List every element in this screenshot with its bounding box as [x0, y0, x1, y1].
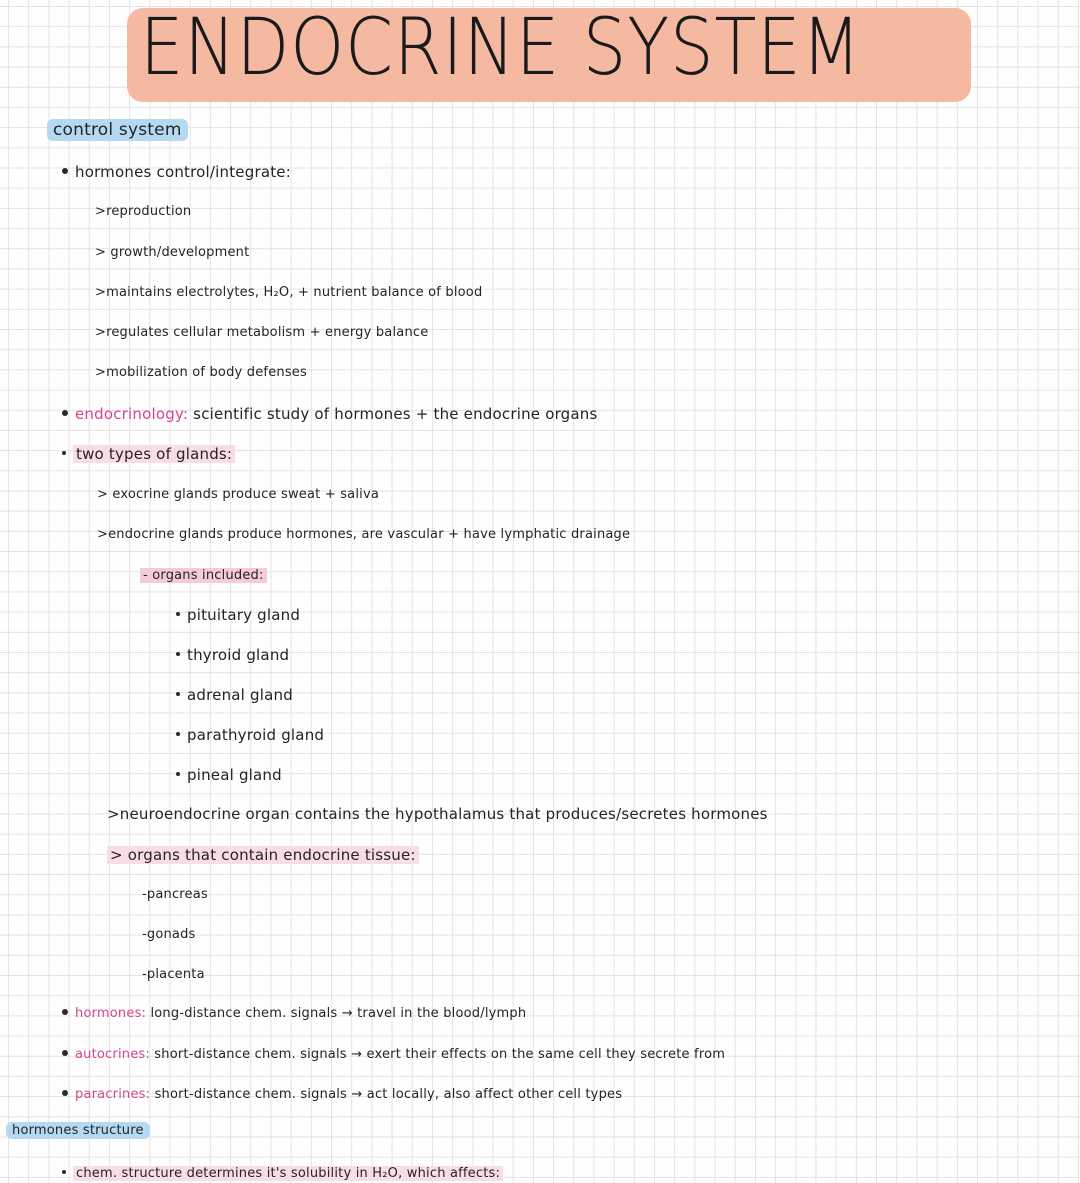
- bullet-dot: [62, 1050, 68, 1056]
- bullet-autocrines: autocrines: short-distance chem. signals → exert their effects on the same cell they secrete from: [62, 1045, 725, 1065]
- list-item: >regulates cellular metabolism + energy balance: [95, 325, 429, 340]
- bullet-dot: [62, 1090, 68, 1096]
- list-item-neuroendocrine: >neuroendocrine organ contains the hypothalamus that produces/secretes hormones: [107, 805, 768, 823]
- tissue-organ-item: -gonads: [142, 927, 196, 942]
- list-item: >maintains electrolytes, H₂O, + nutrient balance of blood: [95, 285, 483, 300]
- bullet-dot: [176, 692, 180, 696]
- bullet-hormones-control: hormones control/integrate:: [62, 162, 291, 182]
- section-heading-control-system: control system: [47, 120, 188, 140]
- organ-item: parathyroid gland: [176, 725, 324, 745]
- bullet-chem-structure: chem. structure determines it's solubility in H₂O, which affects:: [62, 1164, 503, 1183]
- bullet-dot: [176, 652, 180, 656]
- organ-item: thyroid gland: [176, 645, 289, 665]
- list-item-exocrine: > exocrine glands produce sweat + saliva: [97, 487, 380, 502]
- bullet-dot: [62, 1170, 66, 1174]
- list-item: >reproduction: [95, 204, 192, 219]
- organ-item: adrenal gland: [176, 685, 293, 705]
- section-heading-hormones-structure: hormones structure: [6, 1121, 150, 1141]
- bullet-dot: [176, 772, 180, 776]
- organ-item: pituitary gland: [176, 605, 300, 625]
- bullet-gland-types: two types of glands:: [62, 444, 235, 464]
- bullet-dot: [62, 168, 68, 174]
- tissue-organ-item: -placenta: [142, 967, 205, 982]
- organs-heading: - organs included:: [140, 566, 267, 586]
- bullet-dot: [176, 612, 180, 616]
- bullet-endocrinology: endocrinology: scientific study of hormones + the endocrine organs: [62, 404, 598, 424]
- list-item: >mobilization of body defenses: [95, 365, 307, 380]
- tissue-organ-item: -pancreas: [142, 887, 208, 902]
- tissue-heading: > organs that contain endocrine tissue:: [107, 845, 419, 865]
- bullet-dot: [62, 1009, 68, 1015]
- list-item: > growth/development: [95, 245, 250, 260]
- bullet-dot: [176, 732, 180, 736]
- organ-item: pineal gland: [176, 765, 282, 785]
- bullet-hormones-signal: hormones: long-distance chem. signals → travel in the blood/lymph: [62, 1004, 526, 1024]
- bullet-paracrines: paracrines: short-distance chem. signals → act locally, also affect other cell types: [62, 1085, 622, 1105]
- bullet-dot: [62, 410, 68, 416]
- term-endocrinology: endocrinology:: [75, 405, 189, 423]
- list-item-endocrine: >endocrine glands produce hormones, are vascular + have lymphatic drainage: [97, 527, 631, 542]
- page-title: ENDOCRINE SYSTEM: [140, 3, 862, 93]
- bullet-dot: [62, 451, 66, 455]
